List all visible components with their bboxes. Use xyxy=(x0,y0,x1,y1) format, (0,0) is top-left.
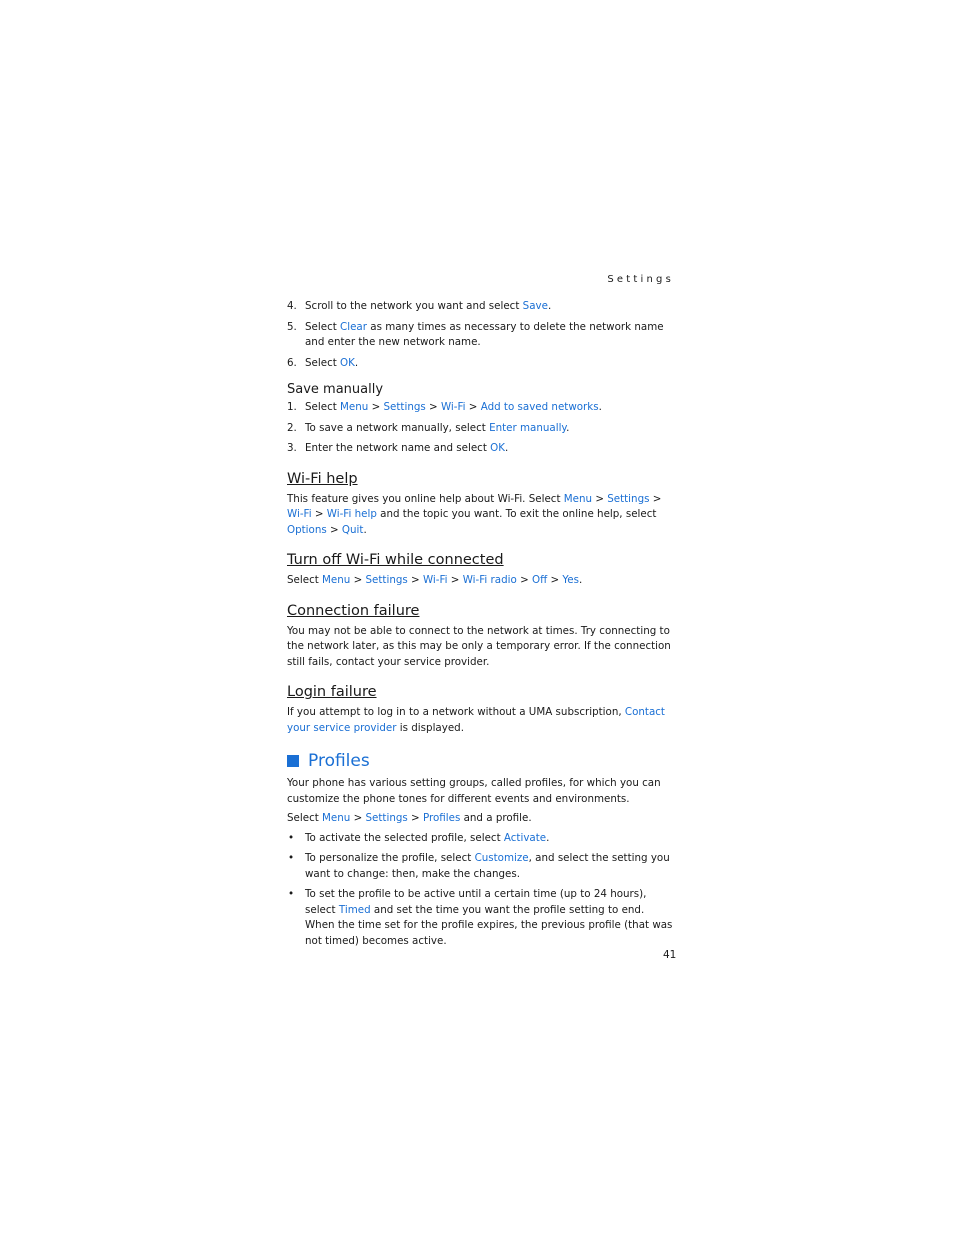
paragraph-profiles-intro xyxy=(287,776,677,807)
text-run: > xyxy=(311,508,327,520)
text-run: > xyxy=(350,812,366,824)
text-run: > xyxy=(368,401,384,413)
paragraph-connection-failure xyxy=(287,624,677,671)
menu-path-term: Settings xyxy=(365,574,408,586)
text-run: . xyxy=(598,401,602,413)
bullet-dot-icon: • xyxy=(288,888,295,900)
steps-list-save-manually xyxy=(287,400,677,457)
bullet-item xyxy=(287,851,677,882)
menu-path-term: Customize xyxy=(474,852,529,864)
menu-path-term: Menu xyxy=(322,574,351,586)
text-run: . xyxy=(579,574,583,586)
step-number: 1. xyxy=(287,401,297,413)
text-run: If you attempt to log in to a network without a UMA subscription, xyxy=(287,706,625,718)
menu-path-term: Off xyxy=(531,574,548,586)
square-bullet-icon xyxy=(287,755,299,767)
text-run: and a profile. xyxy=(460,812,532,824)
menu-path-term: Wi-Fi xyxy=(287,508,312,520)
menu-path-term: Clear xyxy=(340,320,367,333)
menu-path-term: Settings xyxy=(365,812,408,824)
text-run: > xyxy=(425,401,441,413)
menu-path-term: Wi-Fi help xyxy=(326,508,377,520)
heading-turn-off-wifi: Turn off Wi-Fi while connected xyxy=(287,552,504,568)
step-number: 6. xyxy=(287,356,297,369)
heading-connection-failure: Connection failure xyxy=(287,602,420,619)
step-number: 4. xyxy=(287,300,297,312)
paragraph-wifi-help xyxy=(287,492,677,539)
text-run: > xyxy=(326,523,342,536)
text-run: > xyxy=(592,492,608,505)
text-run: > xyxy=(465,401,481,413)
text-run: To personalize the profile, select xyxy=(305,852,475,864)
page-content xyxy=(287,299,677,954)
text-run: and the topic you want. To exit the online help, select xyxy=(376,508,657,520)
menu-path-term: Contact your service provider xyxy=(287,706,665,734)
menu-path-term: Yes xyxy=(562,574,579,586)
text-run: Select xyxy=(287,812,323,824)
step-item xyxy=(287,356,677,372)
text-run: . xyxy=(505,442,509,454)
heading-wifi-help: Wi-Fi help xyxy=(287,470,358,487)
menu-path-term: Add to saved networks xyxy=(480,401,599,413)
text-run: You may not be able to connect to the network at times. Try connecting to the network later, as this may be only a temporary error. If the connection still fails, contact your service provider. xyxy=(287,624,671,668)
text-run: > xyxy=(447,574,463,586)
menu-path-term: Enter manually xyxy=(489,421,567,434)
text-run: Enter the network name and select xyxy=(305,442,491,454)
text-run: To set the profile to be active until a certain time (up to 24 hours), select xyxy=(305,888,647,916)
text-run: , and select the setting you want to change: then, make the changes. xyxy=(305,852,670,880)
heading-login-failure: Login failure xyxy=(287,684,377,700)
menu-path-term: Menu xyxy=(563,492,593,505)
step-item xyxy=(287,441,677,457)
text-run: > xyxy=(407,574,423,586)
page-number: 41 xyxy=(663,949,677,961)
text-run: To save a network manually, select xyxy=(305,421,490,434)
heading-profiles-label: Profiles xyxy=(308,751,370,771)
paragraph-turn-off-wifi xyxy=(287,573,677,589)
menu-path-term: OK xyxy=(340,356,355,369)
step-item xyxy=(287,299,677,315)
text-run: . xyxy=(547,300,552,312)
text-run: . xyxy=(566,421,570,434)
bullet-item xyxy=(287,831,677,847)
step-number: 5. xyxy=(287,320,297,333)
text-run: Your phone has various setting groups, called profiles, for which you can customize the phone tones for different events and environments. xyxy=(287,777,661,805)
step-item xyxy=(287,320,677,351)
menu-path-term: Timed xyxy=(338,903,371,916)
menu-path-term: Activate xyxy=(503,831,547,844)
text-run: and set the time you want the profile setting to end. When the time set for the profile expires, the previous profile (that was not timed) becomes active. xyxy=(305,903,673,947)
text-run: Scroll to the network you want and select xyxy=(305,300,523,312)
menu-path-term: OK xyxy=(490,442,506,454)
text-run: To activate the selected profile, select xyxy=(305,831,504,844)
menu-path-term: Quit xyxy=(341,523,364,536)
bullets-profiles xyxy=(287,831,677,950)
text-run: Select xyxy=(305,356,341,369)
step-number: 2. xyxy=(287,421,297,434)
text-run: . xyxy=(363,523,367,536)
steps-list-top xyxy=(287,299,677,371)
step-number: 3. xyxy=(287,442,297,454)
text-run: . xyxy=(546,831,550,844)
text-run: This feature gives you online help about Wi-Fi. Select xyxy=(287,492,564,505)
text-run: . xyxy=(354,356,359,369)
paragraph-login-failure xyxy=(287,705,677,736)
step-item xyxy=(287,421,677,437)
menu-path-term: Profiles xyxy=(422,812,461,824)
menu-path-term: Menu xyxy=(322,812,351,824)
bullet-dot-icon: • xyxy=(288,852,295,864)
text-run: Select xyxy=(305,401,341,413)
menu-path-term: Wi-Fi xyxy=(422,574,448,586)
text-run: > xyxy=(407,812,423,824)
bullet-dot-icon: • xyxy=(288,831,295,844)
menu-path-term: Options xyxy=(287,523,327,536)
heading-profiles xyxy=(287,750,677,772)
bullet-item xyxy=(287,887,677,949)
menu-path-term: Menu xyxy=(340,401,369,413)
text-run: > xyxy=(547,574,563,586)
text-run: > xyxy=(516,574,532,586)
menu-path-term: Settings xyxy=(607,492,650,505)
menu-path-term: Wi-Fi xyxy=(440,401,466,413)
text-run: > xyxy=(649,492,662,505)
paragraph-profiles-select xyxy=(287,811,677,827)
text-run: is displayed. xyxy=(396,721,464,734)
menu-path-term: Save xyxy=(522,300,548,312)
text-run: > xyxy=(350,574,366,586)
step-item xyxy=(287,400,677,416)
heading-save-manually: Save manually xyxy=(287,382,384,397)
text-run: Select xyxy=(305,320,341,333)
menu-path-term: Wi-Fi radio xyxy=(462,574,517,586)
menu-path-term: Settings xyxy=(383,401,426,413)
running-header: Settings xyxy=(607,274,674,285)
text-run: Select xyxy=(287,574,323,586)
text-run: as many times as necessary to delete the network name and enter the new network name. xyxy=(305,320,664,348)
